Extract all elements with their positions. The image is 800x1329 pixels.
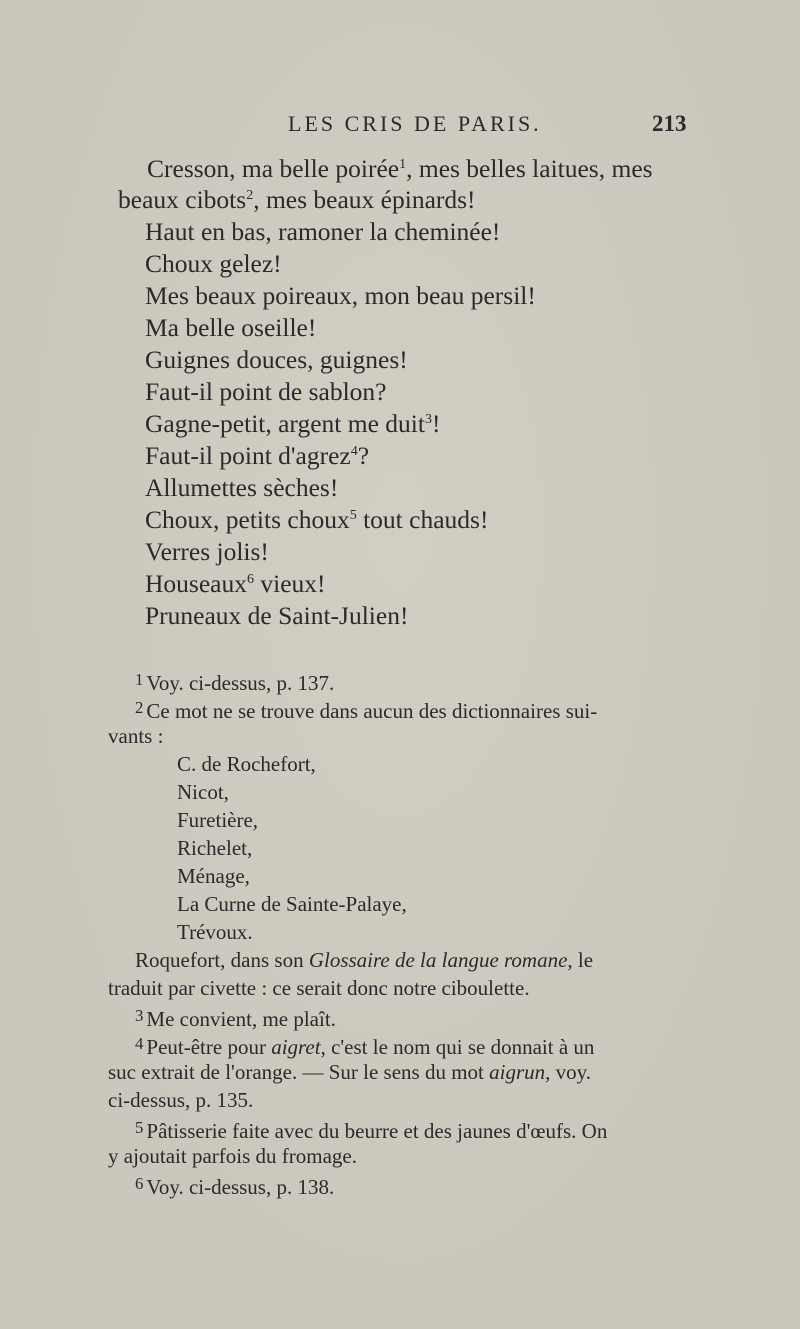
page-number: 213	[652, 111, 687, 136]
footnote-number: 2	[135, 698, 144, 717]
text-line: Gagne-petit, argent me duit$^3$!	[145, 409, 441, 438]
footnote-ref: 1	[399, 156, 407, 172]
text-line: Guignes douces, guignes!	[145, 345, 408, 374]
footnote-line: Furetière,	[177, 808, 259, 832]
footnote-line: $^1$ Voy. ci-dessus, p. 137.	[135, 670, 335, 696]
text-line: Mes beaux poireaux, mon beau persil!	[145, 281, 536, 310]
text-line: Faut-il point d'agrez$^4$?	[145, 441, 370, 470]
italic-word: aigrun	[489, 1060, 546, 1084]
footnote-line: $^5$ Pâtisserie faite avec du beurre et des jaunes d'œufs. On	[135, 1118, 608, 1144]
footnote-line: Richelet,	[177, 836, 253, 860]
footnote-line: Nicot,	[177, 780, 229, 804]
page-header	[0, 108, 800, 140]
footnote-ref: 5	[349, 507, 357, 523]
text-line: Pruneaux de Saint-Julien!	[145, 601, 409, 630]
footnote-line: $^2$ Ce mot ne se trouve dans aucun des dictionnaires sui-	[135, 698, 598, 724]
footnote-line: $^6$ Voy. ci-dessus, p. 138.	[135, 1174, 335, 1200]
italic-word: aigret	[271, 1035, 321, 1060]
footnote-line: La Curne de Sainte-Palaye,	[177, 892, 407, 916]
text-line: Faut-il point de sablon?	[145, 377, 387, 406]
footnote-line: Ménage,	[177, 864, 250, 888]
footnote-line: Trévoux.	[177, 920, 253, 944]
text-line: Choux, petits choux$^5$ tout chauds!	[145, 505, 489, 534]
text-line: Choux gelez!	[145, 249, 282, 278]
footnote-number: 6	[135, 1174, 144, 1193]
footnote-line: ci-dessus, p. 135.	[108, 1088, 254, 1112]
footnote-number: 3	[135, 1006, 144, 1025]
footnote-number: 4	[135, 1034, 144, 1053]
footnote-line: traduit par civette : ce serait donc notre ciboulette.	[108, 976, 530, 1000]
footnote-number: 1	[135, 670, 144, 689]
footnote-line: $^3$ Me convient, me plaît.	[135, 1006, 336, 1032]
footnote-line: vants :	[108, 724, 164, 748]
footnote-line: $^4$ Peut-être pour aigret, c'est le nom qui se donnait à un	[135, 1034, 595, 1060]
footnote-ref: 3	[424, 411, 432, 427]
text-line: Haut en bas, ramoner la cheminée!	[145, 217, 501, 246]
text-line: Allumettes sèches!	[145, 473, 339, 502]
book-title: Glossaire de la langue romane	[308, 948, 568, 972]
text-line: beaux cibots$^2$, mes beaux épinards!	[118, 185, 476, 214]
running-title: LES CRIS DE PARIS.	[288, 111, 542, 136]
footnote-ref: 4	[350, 443, 358, 459]
footnote-line: Roquefort, dans son Glossaire de la langue romane, le	[135, 948, 594, 972]
footnote-line: suc extrait de l'orange. — Sur le sens du mot aigrun, voy.	[108, 1060, 592, 1084]
text-line: Ma belle oseille!	[145, 313, 317, 342]
footnote-ref: 2	[246, 187, 254, 203]
footnote-line: y ajoutait parfois du fromage.	[108, 1144, 358, 1168]
footnote-ref: 6	[246, 571, 254, 587]
text-line: Verres jolis!	[145, 537, 269, 566]
text-line: Houseaux$^6$ vieux!	[145, 569, 326, 598]
footnote-number: 5	[135, 1118, 144, 1137]
footnote-line: C. de Rochefort,	[177, 752, 316, 776]
text-line: Cresson, ma belle poirée$^1$, mes belles laitues, mes	[147, 154, 653, 183]
